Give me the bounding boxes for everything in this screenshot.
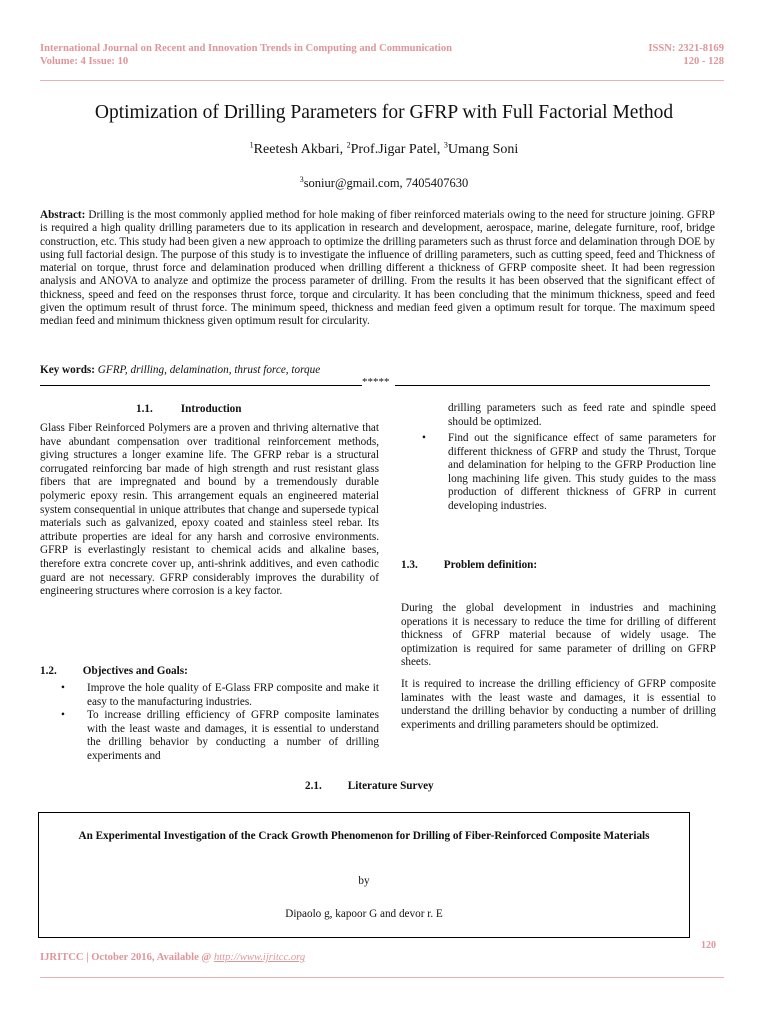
reference-title: An Experimental Investigation of the Crack Growth Phenomenon for Drilling of Fiber-Reinforced Composite Materials [78,830,650,842]
author-affil-1: 1 [249,140,254,150]
footer-text: IJRITCC | October 2016, Available @ [40,952,214,963]
objectives-number: 1.2. [40,665,57,677]
journal-name: International Journal on Recent and Innovation Trends in Computing and Communication [40,43,453,54]
list-item-text: To increase drilling efficiency of GFRP composite laminates with the least waste and damages, it is essential to understand the drilling behavior by conducting a number of drilling experiments and [87,709,379,762]
reference-authors: Dipaolo g, kapoor G and devor r. E [285,908,443,920]
keywords-text: GFRP, drilling, delamination, thrust force, torque [95,364,321,376]
list-item-text: Improve the hole quality of E-Glass FRP composite and make it easy to the manufacturing industries. [87,682,379,708]
author-affil-2: 2 [346,140,351,150]
objectives-continuation: drilling parameters such as feed rate and spindle speed should be optimized. [448,402,716,428]
intro-heading [136,403,242,415]
list-item [40,709,379,763]
literature-heading [305,780,434,792]
literature-number: 2.1. [305,780,322,792]
problem-number: 1.3. [401,559,418,571]
section-separator [40,376,710,388]
objectives-title: Objectives and Goals: [82,665,188,677]
problem-paragraph-2: It is required to increase the drilling efficiency of GFRP composite laminates with the least waste and damages, it is essential to understand the drilling behavior by conducting a number of drilling experiments and drilling parameters should be optimized. [401,678,716,731]
contact-text: soniur@gmail.com, 7405407630 [303,176,469,190]
objectives-list [40,682,379,764]
abstract-label: Abstract: [40,209,86,221]
footer-divider [40,977,724,978]
problem-heading [401,559,537,571]
literature-title: Literature Survey [347,780,434,792]
volume-issue: Volume: 4 Issue: 10 [40,56,129,67]
literature-reference-box [38,812,690,938]
separator-stars: ***** [362,376,390,388]
separator-line-right [395,385,710,386]
objectives-heading [40,665,188,677]
problem-paragraph-1: During the global development in industries and machining operations it is necessary to reduce the time for drilling of different thickness of GFRP material because of widely usage. The optimization is required for same parameter of drilling on GFRP sheets. [401,602,716,669]
bullet-icon: • [61,709,65,722]
list-item-text: Find out the significance effect of same parameters for different thickness of GFRP and study the Thrust, Torque and delamination for helping to the GFRP Production line long machining life given. This study guides to the mass production of different thickness of GFRP in current developing industries. [448,432,716,512]
author-name-3: Umang Soni [447,142,519,157]
reference-by: by [358,875,370,887]
footer [40,952,305,963]
intro-number: 1.1. [136,403,153,415]
contact-affil: 3 [299,174,304,184]
list-item [401,432,716,514]
contact-line [0,176,768,191]
abstract [40,209,715,329]
issn: ISSN: 2321-8169 [648,43,724,54]
problem-title: Problem definition: [443,559,538,571]
page-range: 120 - 128 [683,56,724,67]
separator-line-left [40,385,362,386]
intro-text: Glass Fiber Reinforced Polymers are a proven and thriving alternative that have abundant compensation over traditional reinforcement methods, giving structures a longer examine life. The GFRP rebar is a structural corrugated reinforcing bar made of high strength and rust resistant glass fibers that are impregnated and bound by a tremendously durable polymeric epoxy resin. This arrangement equals an engineered material system consequential in unique attributes that change and supersede typical materials such as galvanized, epoxy coated and stainless steel rebar. Its attribute properties are ideal for any harsh and corrosive environments. GFRP is everlastingly resistant to chemical acids and alkaline bases, therefore extra concrete cover up, anti-shrink additives, and even cathodic guard are not necessary. GFRP considerably improves the durability of engineering structures where corrosion is a key factor. [40,422,379,598]
abstract-text: Drilling is the most commonly applied method for hole making of fiber reinforced materials owing to the need for structure joining. GFRP is required a high quality drilling parameters due to its application in research and development, aerospace, marine, delegate furniture, roof, bridge construction, etc. This study had been given a new approach to optimize the drilling parameters such as thrust force and delamination through DOE by using full factorial design. The purpose of this study is to investigate the influence of drilling parameters, such as cutting speed, feed and Thickness of material on torque, thrust force and delamination produced when drilling different a thickness of GFRP composite sheet. It had been regression analysis and ANOVA to analyze and optimize the process parameter of drilling. From the results it has been observed that the significant effect of thickness, speed and feed on the responses thrust force, torque and circularity. It has been concluding that the minimum thickness, speed and feed given the optimum result of thrust force. The minimum speed, thickness and median feed given a optimum result for torque. The maximum speed median feed and minimum thickness given optimum result for circularity. [40,209,715,328]
author-affil-3: 3 [443,140,448,150]
author-name-1: Reetesh Akbari, [253,142,347,157]
bullet-icon: • [422,432,426,444]
list-item [40,682,379,709]
header-divider [40,80,724,81]
keywords-label: Key words: [40,364,95,376]
page-number: 120 [701,940,716,951]
objectives-list-continued [401,432,716,514]
author-list [0,142,768,158]
intro-title: Introduction [180,403,242,415]
paper-title: Optimization of Drilling Parameters for GFRP with Full Factorial Method [94,102,674,123]
footer-link[interactable]: http://www.ijritcc.org [213,952,306,963]
bullet-icon: • [61,682,65,694]
author-name-2: Prof.Jigar Patel, [350,142,444,157]
keywords [40,364,320,376]
